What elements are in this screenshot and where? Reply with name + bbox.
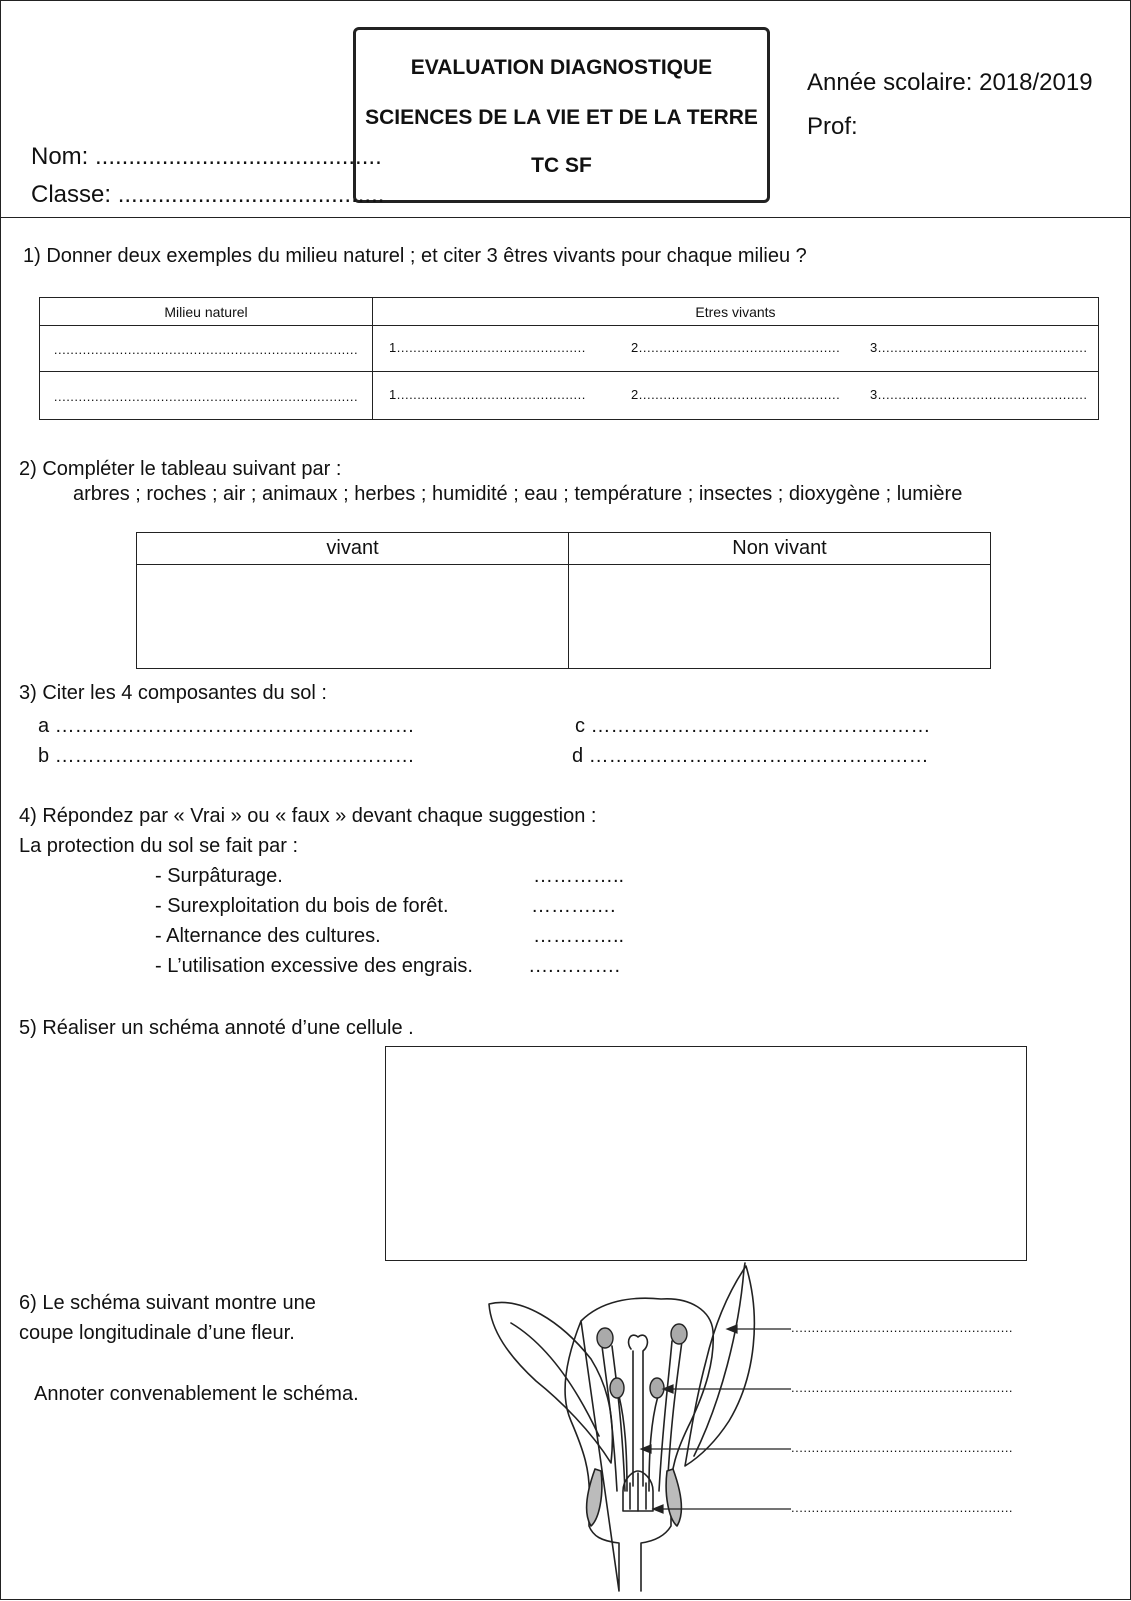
flower-label-blank-2[interactable]: ...................................................... xyxy=(791,1380,1014,1395)
anther-right-low xyxy=(650,1378,664,1398)
sepal-right xyxy=(666,1469,681,1526)
q3-blank-d: d …………………………………………… xyxy=(572,745,929,767)
right-petal-vein xyxy=(694,1263,745,1456)
q1-col-etres: Etres vivants xyxy=(373,298,1099,326)
title-line-2: SCIENCES DE LA VIE ET DE LA TERRE xyxy=(365,106,758,129)
q4-question: 4) Répondez par « Vrai » ou « faux » devant chaque suggestion : xyxy=(19,805,597,827)
left-petal-vein xyxy=(511,1323,599,1436)
anther-right-top xyxy=(671,1324,687,1344)
q6-line-1: 6) Le schéma suivant montre une xyxy=(19,1292,316,1314)
q2-word-list: arbres ; roches ; air ; animaux ; herbes ; humidité ; eau ; température ; insectes ; dioxygène ; lumière xyxy=(73,483,963,505)
arrow-head-1 xyxy=(727,1325,737,1333)
q3-question: 3) Citer les 4 composantes du sol : xyxy=(19,682,327,704)
q3-blank-c: c …………………………………………… xyxy=(575,715,931,737)
q6-line-2: coupe longitudinale d’une fleur. xyxy=(19,1322,295,1344)
stamen-filament-right-inner xyxy=(659,1341,672,1491)
q1-row1-e2: 2................................................. xyxy=(631,340,841,355)
q1-col-milieu: Milieu naturel xyxy=(40,298,373,326)
title-line-3: TC SF xyxy=(531,154,592,177)
q4-item-4-blank: .…………. xyxy=(529,955,621,977)
school-year: Année scolaire: 2018/2019 xyxy=(807,69,1093,96)
corolla-outline xyxy=(565,1298,713,1591)
stamen-filament-right-2 xyxy=(649,1396,658,1491)
q4-item-1: - Surpâturage. xyxy=(155,865,283,887)
q1-row2-e1: 1.............................................. xyxy=(389,387,586,402)
q1-row1-e3: 3................................................... xyxy=(870,340,1088,355)
prof-label: Prof: xyxy=(807,113,858,140)
q1-row2-e2: 2................................................. xyxy=(631,387,841,402)
q6-instruction: Annoter convenablement le schéma. xyxy=(34,1383,359,1405)
flower-diagram xyxy=(1,1,1131,1601)
q4-item-3-blank: ………….. xyxy=(533,925,625,947)
right-petal xyxy=(685,1266,754,1466)
q2-col-vivant: vivant xyxy=(137,533,569,565)
anther-left-top xyxy=(597,1328,613,1348)
q2-col-non-vivant: Non vivant xyxy=(569,533,991,565)
pistil-style xyxy=(629,1335,648,1486)
flower-label-blank-3[interactable]: ...................................................... xyxy=(791,1440,1014,1455)
q4-item-4: - L’utilisation excessive des engrais. xyxy=(155,955,473,977)
q4-intro: La protection du sol se fait par : xyxy=(19,835,299,857)
q1-row1-milieu: .......................................................................... xyxy=(53,341,359,357)
classe-field: Classe: ........................................ xyxy=(31,181,385,208)
left-petal xyxy=(489,1303,612,1463)
q1-row1-e1: 1.............................................. xyxy=(389,340,586,355)
q2-question: 2) Compléter le tableau suivant par : xyxy=(19,458,342,480)
q1-row2-milieu: .......................................................................... xyxy=(53,388,359,404)
flower-label-blank-1[interactable]: ...................................................... xyxy=(791,1320,1014,1335)
nom-field: Nom: ........................................... xyxy=(31,143,382,170)
arrow-head-4 xyxy=(653,1505,663,1513)
q1-row2-e3: 3................................................... xyxy=(870,387,1088,402)
q1-question: 1) Donner deux exemples du milieu naturel ; et citer 3 êtres vivants pour chaque milieu ? xyxy=(23,245,807,267)
q3-blank-b: b ……………………………………………… xyxy=(38,745,415,767)
flower-label-blank-4[interactable]: ...................................................... xyxy=(791,1500,1014,1515)
q5-question: 5) Réaliser un schéma annoté d’une cellule . xyxy=(19,1017,414,1039)
q4-item-2: - Surexploitation du bois de forêt. xyxy=(155,895,449,917)
anther-left-low xyxy=(610,1378,624,1398)
q3-blank-a: a ……………………………………………… xyxy=(38,715,415,737)
q4-item-1-blank: ………….. xyxy=(533,865,625,887)
q4-item-2-blank: ……….… xyxy=(531,895,617,917)
q4-item-3: - Alternance des cultures. xyxy=(155,925,381,947)
title-line-1: EVALUATION DIAGNOSTIQUE xyxy=(410,56,713,79)
